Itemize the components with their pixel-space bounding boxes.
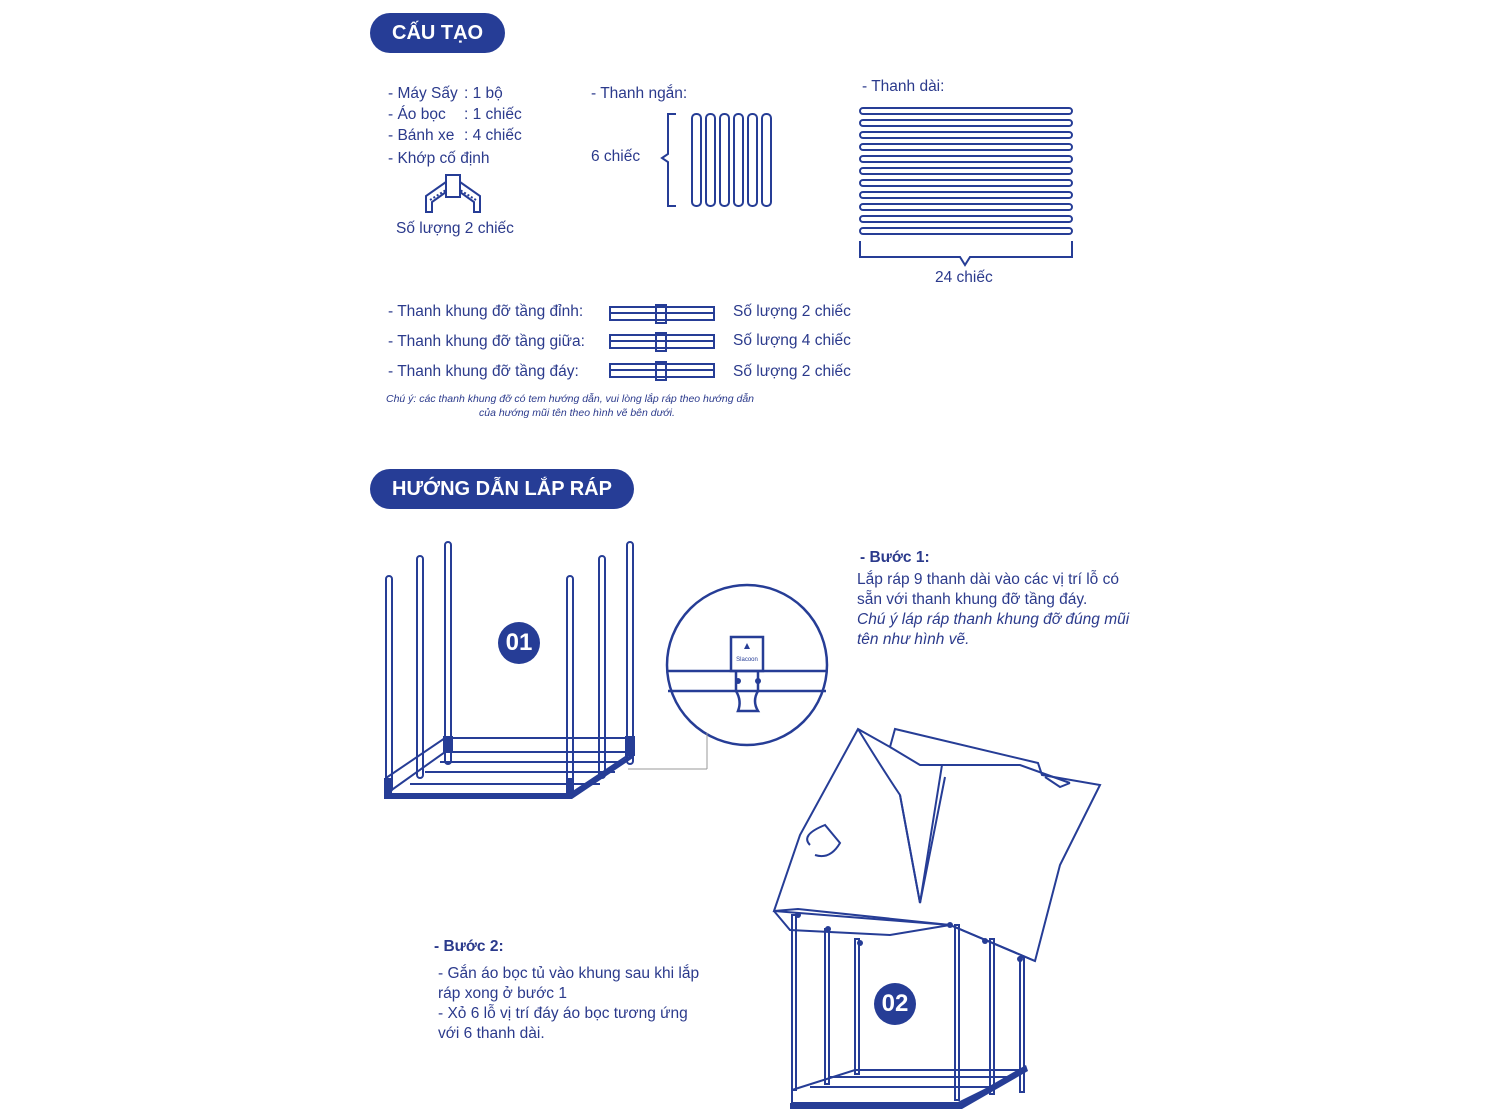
cover-label: - Áo bọc (388, 106, 446, 123)
frame-top-label: - Thanh khung đỡ tầng đỉnh: (388, 303, 584, 320)
frame-middle-icon (608, 331, 716, 353)
joint-connector-icon (418, 172, 490, 218)
frame-bottom-label: - Thanh khung đỡ tầng đáy: (388, 363, 579, 380)
short-bar-qty: 6 chiếc (591, 148, 641, 165)
dryer-label: - Máy Sấy (388, 85, 458, 102)
step2-line-4: với 6 thanh dài. (438, 1025, 545, 1042)
step2-cover-illustration (770, 725, 1105, 1110)
step2-line-1: - Gắn áo bọc tủ vào khung sau khi lắp (438, 965, 700, 982)
step2-line-3: - Xỏ 6 lỗ vị trí đáy áo bọc tương ứng (438, 1005, 688, 1022)
long-bars-illustration (858, 105, 1076, 270)
long-bar-qty: 24 chiếc (935, 269, 993, 286)
note-line-1: Chú ý: các thanh khung đỡ có tem hướng dẫn, vui lòng lắp ráp theo hướng dẫn (386, 393, 755, 405)
joint-qty: Số lượng 2 chiếc (396, 220, 514, 237)
step1-number: 01 (498, 622, 540, 664)
long-bar-label: - Thanh dài: (862, 78, 945, 95)
step1-line-3: Chú ý láp ráp thanh khung đỡ đúng mũi (857, 611, 1130, 628)
step2-number: 02 (874, 983, 916, 1025)
frame-bottom-qty: Số lượng 2 chiếc (733, 363, 851, 380)
frame-top-icon (608, 303, 716, 325)
joint-label: - Khớp cố định (388, 150, 490, 167)
frame-middle-qty: Số lượng 4 chiếc (733, 332, 851, 349)
frame-bottom-icon (608, 360, 716, 382)
note-line-2: của hướng mũi tên theo hình vẽ bên dưới. (479, 407, 675, 419)
frame-top-qty: Số lượng 2 chiếc (733, 303, 851, 320)
wheel-qty: : 4 chiếc (464, 127, 522, 144)
step1-line-1: Lắp ráp 9 thanh dài vào các vị trí lỗ có (857, 571, 1119, 588)
step1-line-4: tên như hình vẽ. (857, 631, 970, 648)
wheel-label: - Bánh xe (388, 127, 455, 144)
step2-title: - Bước 2: (434, 938, 504, 955)
section-title-assembly: HƯỚNG DẪN LẮP RÁP (370, 469, 634, 509)
dryer-qty: : 1 bộ (464, 85, 503, 102)
step1-line-2: sẵn với thanh khung đỡ tầng đáy. (857, 591, 1088, 608)
short-bar-label: - Thanh ngắn: (591, 85, 688, 102)
short-bars-illustration (658, 110, 778, 210)
sticker-label: Slacoon (736, 657, 758, 663)
section-title-structure: CẤU TẠO (370, 13, 505, 53)
step2-line-2: ráp xong ở bước 1 (438, 985, 567, 1002)
frame-middle-label: - Thanh khung đỡ tầng giữa: (388, 333, 585, 350)
cover-qty: : 1 chiếc (464, 106, 522, 123)
step1-title: - Bước 1: (860, 549, 930, 566)
